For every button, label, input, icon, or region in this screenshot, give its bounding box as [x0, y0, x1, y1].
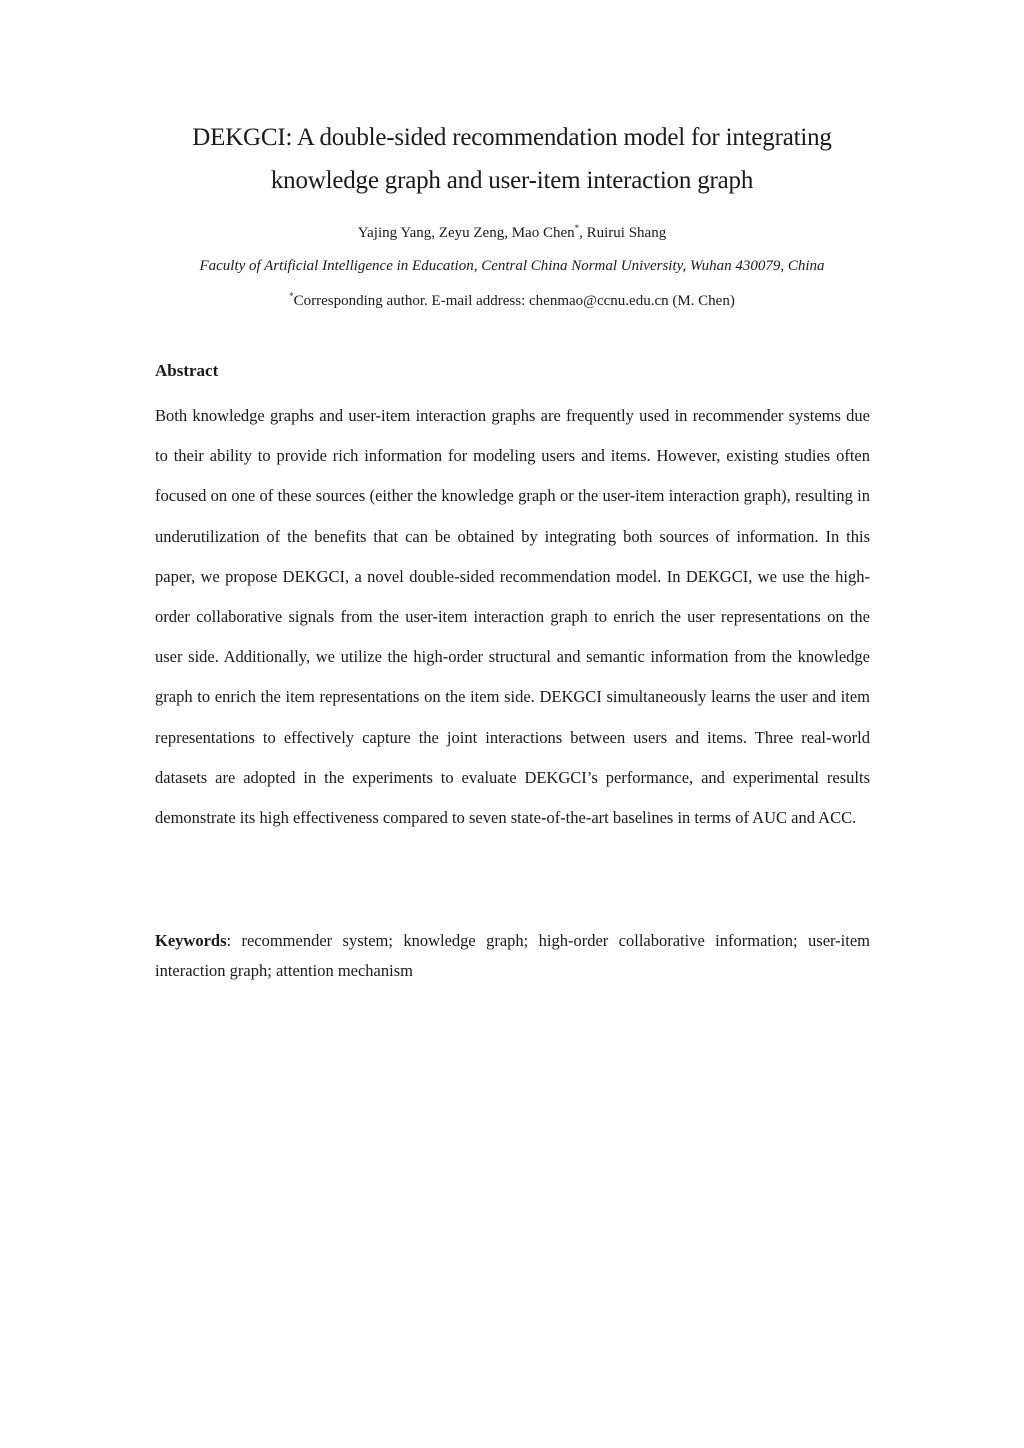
keywords-section: [155, 926, 870, 986]
affiliation: Faculty of Artificial Intelligence in Education, Central China Normal University, Wuhan 430079, China: [199, 258, 825, 274]
corresponding-author-note: [100, 290, 924, 312]
title-line-2: knowledge graph and user-item interaction graph: [270, 167, 754, 194]
keywords-label: Keywords: [155, 931, 227, 950]
corresponding-author-marker: *: [574, 223, 580, 233]
paper-title: [100, 116, 924, 202]
author-list: [100, 222, 924, 244]
abstract-body: Both knowledge graphs and user-item interaction graphs are frequently used in recommender systems due to their ability to provide rich information for modeling users and items. However, existing studies often focused on one of these sources (either the knowledge graph or the user-item interaction graph), resulting in underutilization of the benefits that can be obtained by integrating both sources of information. In this paper, we propose DEKGCI, a novel double-sided recommendation model. In DEKGCI, we use the high-order collaborative signals from the user-item interaction graph to enrich the user representations on the user side. Additionally, we utilize the high-order structural and semantic information from the knowledge graph to enrich the item representations on the item side. DEKGCI simultaneously learns the user and item representations to effectively capture the joint interactions between users and items. Three real-world datasets are adopted in the experiments to evaluate DEKGCI’s performance, and experimental results demonstrate its high effectiveness compared to seven state-of-the-art baselines in terms of AUC and ACC.: [155, 406, 870, 828]
corresponding-note-marker: *: [289, 291, 294, 301]
title-line-1: DEKGCI: A double-sided recommendation model for integrating: [192, 124, 832, 151]
corresponding-note-text: Corresponding author. E-mail address: chenmao@ccnu.edu.cn (M. Chen): [293, 293, 735, 309]
authors-rest: , Ruirui Shang: [579, 225, 667, 241]
abstract-heading: Abstract: [155, 361, 219, 380]
authors-main: Yajing Yang, Zeyu Zeng, Mao Chen: [357, 225, 575, 241]
keywords-text: : recommender system; knowledge graph; high-order collaborative information; user-item interaction graph; attention mechanism: [155, 931, 870, 980]
